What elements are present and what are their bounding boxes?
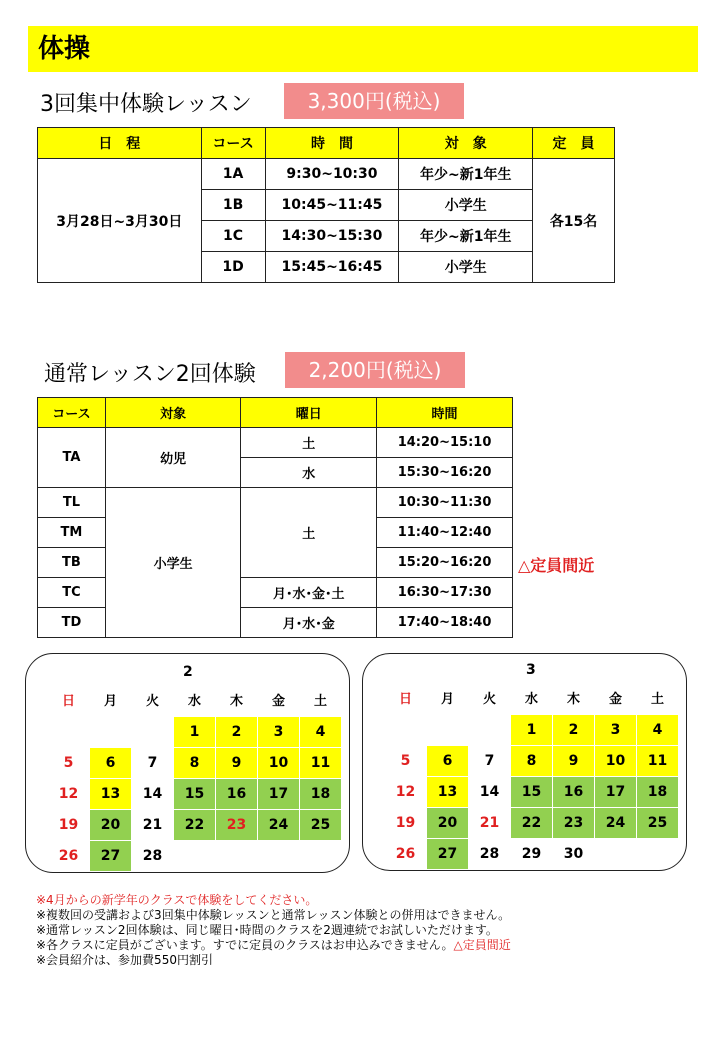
course-time: 17:40~18:40 xyxy=(377,608,513,638)
day-cell: 3 xyxy=(258,717,299,747)
day-cell: 27 xyxy=(427,839,468,869)
course-code: TD xyxy=(38,608,106,638)
course-day: 土 xyxy=(241,488,377,578)
day-cell: 7 xyxy=(147,755,158,771)
day-cell: 19 xyxy=(395,815,416,831)
day-cell xyxy=(469,715,510,745)
note-line xyxy=(36,938,511,953)
course-code: 1C xyxy=(201,221,265,252)
header-course: コース xyxy=(201,128,265,159)
weekday: 土 xyxy=(650,692,664,707)
weekday: 月 xyxy=(440,692,454,707)
course-time: 11:40~12:40 xyxy=(377,518,513,548)
day-cell: 10 xyxy=(595,746,636,776)
note-line: ※通常レッスン2回体験は、同じ曜日･時間のクラスを2週連続でお試しいただけます。 xyxy=(36,923,498,937)
weekday: 日 xyxy=(61,694,75,709)
day-cell: 9 xyxy=(553,746,594,776)
day-cell: 10 xyxy=(258,748,299,778)
day-cell: 24 xyxy=(595,808,636,838)
day-cell: 14 xyxy=(142,786,163,802)
day-cell: 15 xyxy=(174,779,215,809)
weekday: 水 xyxy=(187,694,201,709)
weekday: 金 xyxy=(608,692,622,707)
day-cell: 3 xyxy=(595,715,636,745)
day-cell: 20 xyxy=(427,808,468,838)
header-target: 対 象 xyxy=(399,128,533,159)
weekday: 金 xyxy=(271,694,285,709)
course-code: TB xyxy=(38,548,106,578)
week-row xyxy=(48,841,174,871)
intensive-table xyxy=(37,127,615,283)
course-code: TL xyxy=(38,488,106,518)
day-cell: 1 xyxy=(511,715,552,745)
day-cell: 2 xyxy=(553,715,594,745)
header-capacity: 定 員 xyxy=(533,128,615,159)
course-time: 15:30~16:20 xyxy=(377,458,513,488)
header-target: 対象 xyxy=(105,398,241,428)
day-cell: 30 xyxy=(563,846,584,862)
course-code: TA xyxy=(38,428,106,488)
note-line: ※4月からの新学年のクラスで体験をしてください。 xyxy=(36,893,318,907)
day-cell: 14 xyxy=(479,784,500,800)
week-row xyxy=(385,777,679,807)
course-code: 1D xyxy=(201,252,265,283)
weekday: 日 xyxy=(398,692,412,707)
day-cell: 6 xyxy=(90,748,131,778)
day-cell: 8 xyxy=(174,748,215,778)
day-cell: 22 xyxy=(174,810,215,840)
regular-price-tag: 2,200円(税込) xyxy=(285,352,465,388)
regular-table xyxy=(37,397,513,638)
day-cell xyxy=(90,717,131,747)
intensive-header-row xyxy=(38,128,615,159)
course-time: 15:20~16:20 xyxy=(377,548,513,578)
table-row xyxy=(38,488,513,518)
day-cell: 12 xyxy=(395,784,416,800)
course-target: 年少~新1年生 xyxy=(399,159,533,190)
header-date: 日 程 xyxy=(38,128,202,159)
weekday: 月 xyxy=(103,694,117,709)
header-course: コース xyxy=(38,398,106,428)
weekday: 木 xyxy=(566,692,580,707)
course-time: 15:45~16:45 xyxy=(265,252,399,283)
day-cell: 6 xyxy=(427,746,468,776)
day-cell: 8 xyxy=(511,746,552,776)
day-cell: 7 xyxy=(484,753,495,769)
day-cell xyxy=(48,717,89,747)
table-row xyxy=(38,159,615,190)
day-cell: 4 xyxy=(300,717,341,747)
page-title: 体操 xyxy=(38,34,91,64)
intensive-date: 3月28日~3月30日 xyxy=(38,159,202,283)
day-cell: 28 xyxy=(142,848,163,864)
week-row xyxy=(385,715,679,745)
footnotes xyxy=(36,893,511,968)
weekday: 水 xyxy=(524,692,538,707)
course-time: 10:45~11:45 xyxy=(265,190,399,221)
day-cell xyxy=(427,715,468,745)
course-day: 月･水･金･土 xyxy=(241,578,377,608)
course-day: 土 xyxy=(241,428,377,458)
note-warning: △定員間近 xyxy=(453,938,511,952)
day-cell: 4 xyxy=(637,715,678,745)
calendar-month: 2 xyxy=(183,664,193,680)
day-cell: 27 xyxy=(90,841,131,871)
weekday: 火 xyxy=(482,692,496,707)
day-cell: 2 xyxy=(216,717,257,747)
page-banner xyxy=(28,26,698,72)
header-time: 時 間 xyxy=(265,128,399,159)
day-cell xyxy=(385,715,426,745)
course-target: 小学生 xyxy=(399,190,533,221)
day-cell: 24 xyxy=(258,810,299,840)
calendar-february xyxy=(25,653,350,873)
day-cell: 23 xyxy=(216,810,257,840)
course-code: TM xyxy=(38,518,106,548)
course-time: 16:30~17:30 xyxy=(377,578,513,608)
week-row xyxy=(48,717,342,747)
note-text: ※各クラスに定員がございます。すでに定員のクラスはお申込みできません。 xyxy=(36,938,454,952)
day-cell: 5 xyxy=(63,755,74,771)
calendar-month: 3 xyxy=(526,662,536,678)
day-cell: 26 xyxy=(395,846,416,862)
capacity-warning: △定員間近 xyxy=(518,556,595,575)
course-target: 幼児 xyxy=(105,428,241,488)
day-cell: 17 xyxy=(258,779,299,809)
day-cell: 18 xyxy=(300,779,341,809)
week-row xyxy=(385,839,595,869)
week-row xyxy=(385,808,679,838)
course-time: 14:20~15:10 xyxy=(377,428,513,458)
header-time: 時間 xyxy=(377,398,513,428)
intensive-price-tag: 3,300円(税込) xyxy=(284,83,464,119)
weekday-row xyxy=(385,685,679,715)
course-code: TC xyxy=(38,578,106,608)
day-cell: 13 xyxy=(90,779,131,809)
week-row xyxy=(48,779,342,809)
course-time: 10:30~11:30 xyxy=(377,488,513,518)
day-cell: 25 xyxy=(637,808,678,838)
course-target: 小学生 xyxy=(399,252,533,283)
day-cell: 1 xyxy=(174,717,215,747)
weekday-row xyxy=(48,687,342,717)
day-cell: 21 xyxy=(479,815,500,831)
day-cell: 16 xyxy=(216,779,257,809)
day-cell: 15 xyxy=(511,777,552,807)
note-line: ※複数回の受講および3回集中体験レッスンと通常レッスン体験との併用はできません。 xyxy=(36,908,511,922)
week-row xyxy=(385,746,679,776)
day-cell: 12 xyxy=(58,786,79,802)
day-cell: 21 xyxy=(142,817,163,833)
header-day: 曜日 xyxy=(241,398,377,428)
day-cell: 19 xyxy=(58,817,79,833)
course-time: 9:30~10:30 xyxy=(265,159,399,190)
day-cell xyxy=(132,717,173,747)
day-cell: 29 xyxy=(521,846,542,862)
course-code: 1B xyxy=(201,190,265,221)
course-target: 年少~新1年生 xyxy=(399,221,533,252)
day-cell: 11 xyxy=(637,746,678,776)
regular-title: 通常レッスン2回体験 xyxy=(44,362,256,387)
day-cell: 28 xyxy=(479,846,500,862)
day-cell: 18 xyxy=(637,777,678,807)
regular-header-row xyxy=(38,398,513,428)
week-row xyxy=(48,748,342,778)
weekday: 土 xyxy=(313,694,327,709)
day-cell: 26 xyxy=(58,848,79,864)
intensive-title: 3回集中体験レッスン xyxy=(40,92,252,117)
course-day: 水 xyxy=(241,458,377,488)
day-cell: 25 xyxy=(300,810,341,840)
course-code: 1A xyxy=(201,159,265,190)
day-cell: 20 xyxy=(90,810,131,840)
intensive-capacity: 各15名 xyxy=(533,159,615,283)
day-cell: 16 xyxy=(553,777,594,807)
weekday: 火 xyxy=(145,694,159,709)
day-cell: 23 xyxy=(553,808,594,838)
week-row xyxy=(48,810,342,840)
day-cell: 13 xyxy=(427,777,468,807)
day-cell: 22 xyxy=(511,808,552,838)
day-cell: 5 xyxy=(400,753,411,769)
course-time: 14:30~15:30 xyxy=(265,221,399,252)
day-cell: 9 xyxy=(216,748,257,778)
course-day: 月･水･金 xyxy=(241,608,377,638)
calendar-march xyxy=(362,653,687,871)
day-cell: 17 xyxy=(595,777,636,807)
table-row xyxy=(38,428,513,458)
note-line: ※会員紹介は、参加費550円割引 xyxy=(36,953,213,967)
course-target: 小学生 xyxy=(105,488,241,638)
day-cell: 11 xyxy=(300,748,341,778)
weekday: 木 xyxy=(229,694,243,709)
